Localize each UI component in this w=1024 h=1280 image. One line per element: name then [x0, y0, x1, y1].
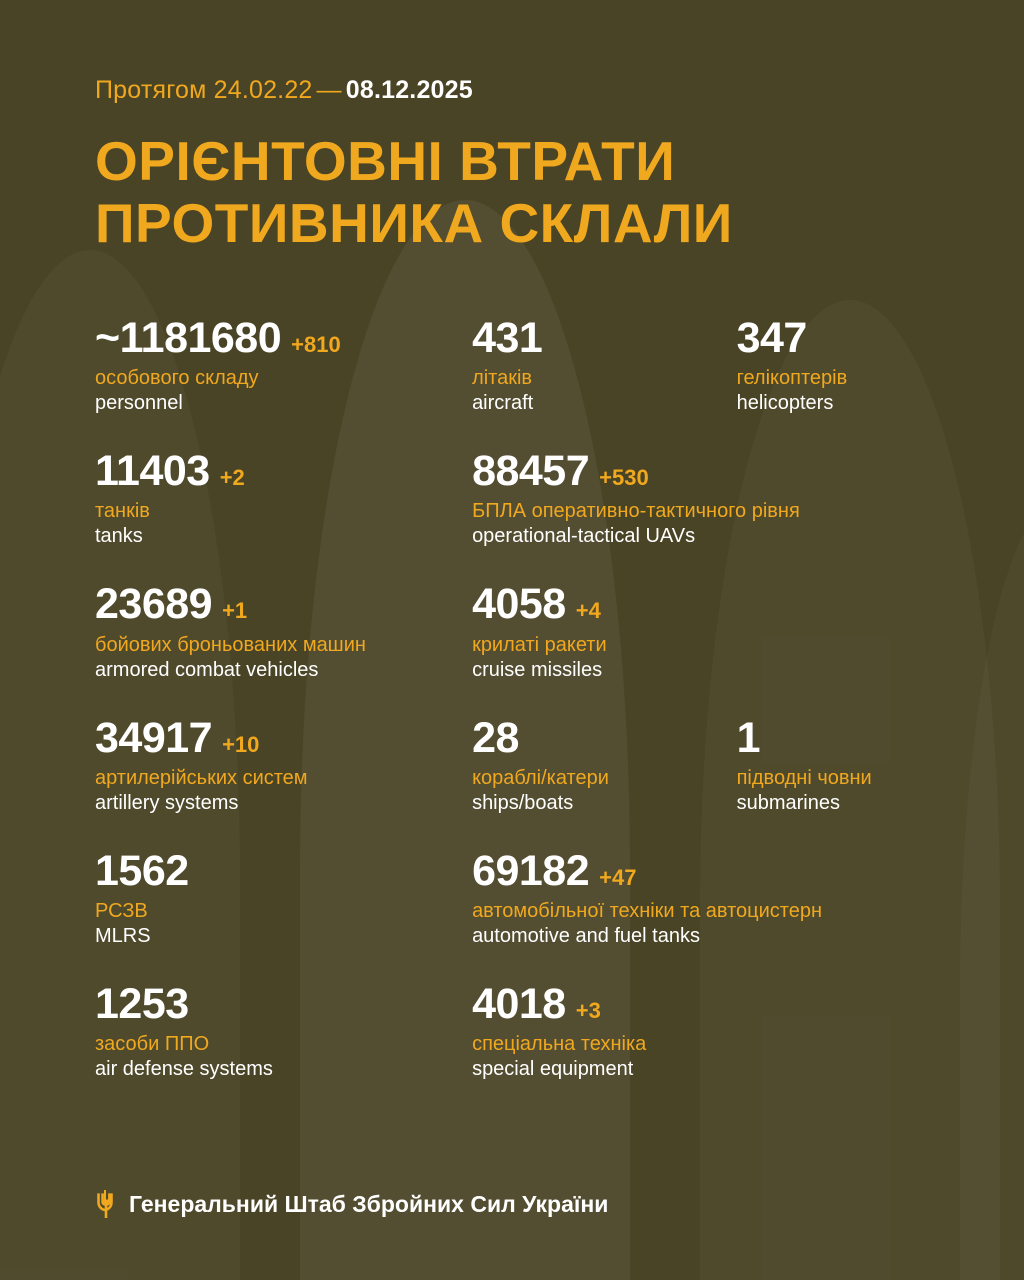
- title-line-2: ПРОТИВНИКА СКЛАЛИ: [95, 191, 733, 254]
- stat-label-en: cruise missiles: [472, 658, 603, 681]
- stat-delta: +47: [599, 864, 637, 890]
- stat-value: 4058: [472, 580, 566, 629]
- period-line: [95, 76, 934, 105]
- stat-uavs: [472, 449, 934, 548]
- stats-row: [95, 316, 934, 415]
- stat-label-ua: підводні човни: [736, 766, 872, 789]
- stat-value: 431: [472, 314, 543, 363]
- period-dash: —: [316, 76, 342, 104]
- stat-special-equipment: [472, 979, 934, 1081]
- stat-label-en: automotive and fuel tanks: [472, 924, 700, 947]
- stat-artillery-systems: [95, 713, 472, 815]
- stats-row: [95, 582, 934, 681]
- stats-row: [95, 713, 934, 815]
- stat-label-ua: гелікоптерів: [736, 367, 848, 390]
- stat-value: 11403: [95, 447, 210, 496]
- stat-value-line: [472, 316, 737, 361]
- stat-value-line: [472, 582, 934, 627]
- stats-row: [95, 846, 934, 948]
- stat-label-ua: спеціальна техніка: [472, 1033, 647, 1056]
- stat-value-line: [736, 713, 934, 762]
- stat-armored-combat-vehicles: [95, 582, 472, 681]
- stats-grid: [95, 316, 934, 1081]
- stat-value: 1: [736, 713, 761, 762]
- stat-value: 88457: [472, 447, 590, 496]
- stat-delta: +4: [575, 598, 601, 624]
- stat-mlrs: [95, 846, 472, 948]
- stat-label-en: tanks: [95, 525, 143, 548]
- stat-label-ua: артилерійських систем: [95, 766, 308, 789]
- stat-value: 69182: [472, 846, 590, 895]
- stat-value-line: [95, 713, 472, 762]
- stat-value-line: [472, 713, 737, 762]
- stat-delta: +1: [222, 598, 248, 624]
- stat-delta: +10: [222, 731, 260, 757]
- stat-label-en: personnel: [95, 392, 183, 415]
- stat-value: ~1181680: [95, 314, 282, 363]
- stat-value-line: [95, 979, 472, 1028]
- stat-label-ua: особового складу: [95, 367, 259, 390]
- stat-value: 347: [736, 314, 807, 363]
- stat-value-line: [472, 979, 934, 1028]
- stat-value: 28: [472, 713, 519, 762]
- stat-value-line: [472, 846, 934, 895]
- period-end-date: 08.12.2025: [345, 76, 473, 104]
- stat-value-line: [737, 316, 934, 361]
- title-line-1: ОРІЄНТОВНІ ВТРАТИ: [95, 130, 676, 192]
- stat-tanks: [95, 449, 472, 548]
- stat-delta: +3: [575, 997, 601, 1023]
- stat-ships-boats: [472, 713, 737, 815]
- stat-value: 34917: [95, 713, 213, 762]
- stat-label-ua: крилаті ракети: [472, 633, 607, 656]
- stat-automotive-fuel-tanks: [472, 846, 934, 948]
- stat-value: 1562: [95, 846, 189, 895]
- stat-label-en: submarines: [736, 791, 840, 814]
- stat-value-line: [472, 449, 934, 494]
- stat-label-en: armored combat vehicles: [95, 658, 319, 681]
- stat-label-en: artillery systems: [95, 791, 239, 814]
- stat-label-en: MLRS: [95, 924, 151, 947]
- stats-row: [95, 979, 934, 1081]
- footer-text: Генеральний Штаб Збройних Сил України: [129, 1190, 609, 1217]
- stat-helicopters: [737, 316, 934, 415]
- stat-value: 1253: [95, 979, 189, 1028]
- page-title: [95, 131, 934, 254]
- stats-row: [95, 449, 934, 548]
- stat-value: 23689: [95, 580, 213, 629]
- stat-label-en: operational-tactical UAVs: [472, 525, 696, 548]
- stat-label-en: aircraft: [472, 392, 534, 415]
- stat-aircraft: [472, 316, 737, 415]
- stat-label-ua: танків: [95, 500, 150, 523]
- stat-label-ua: бойових броньованих машин: [95, 633, 366, 656]
- stat-value-line: [95, 316, 472, 361]
- period-start: Протягом 24.02.22: [95, 76, 313, 104]
- footer: [95, 1190, 608, 1218]
- stat-value-line: [95, 846, 472, 895]
- stat-label-ua: літаків: [472, 367, 533, 390]
- stat-value-line: [95, 449, 472, 494]
- stat-label-ua: засоби ППО: [95, 1033, 210, 1056]
- stat-delta: +2: [219, 465, 245, 491]
- stat-delta: +530: [599, 465, 649, 491]
- stat-personnel: [95, 316, 472, 415]
- stat-label-ua: кораблі/катери: [472, 766, 609, 789]
- stat-submarines: [736, 713, 934, 815]
- stat-label-en: ships/boats: [472, 791, 574, 814]
- stat-label-en: special equipment: [472, 1058, 634, 1081]
- stat-cruise-missiles: [472, 582, 934, 681]
- stat-label-ua: автомобільної техніки та автоцистерн: [472, 899, 822, 922]
- stat-value-line: [95, 582, 472, 627]
- stat-label-en: air defense systems: [95, 1058, 273, 1081]
- stat-delta: +810: [291, 332, 341, 358]
- stat-air-defense-systems: [95, 979, 472, 1081]
- stat-label-ua: РСЗВ: [95, 899, 148, 922]
- stat-label-ua: БПЛА оперативно-тактичного рівня: [472, 500, 800, 523]
- trident-icon: [95, 1190, 115, 1218]
- stat-value: 4018: [472, 979, 566, 1028]
- stat-label-en: helicopters: [736, 392, 834, 415]
